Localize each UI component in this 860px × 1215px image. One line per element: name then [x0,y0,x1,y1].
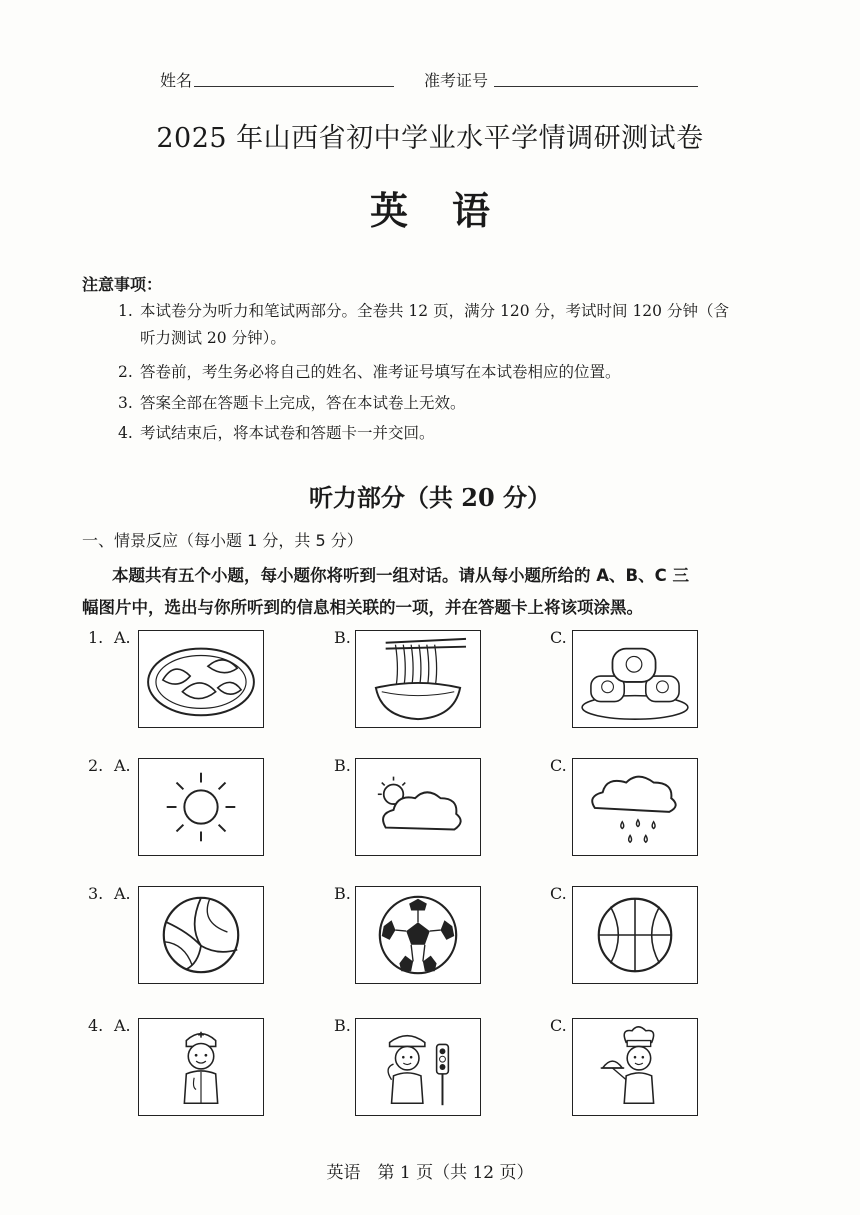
chef-icon [573,1019,697,1115]
option-b-picture[interactable] [355,886,481,984]
question-number: 2. [88,756,104,775]
name-label: 姓名 [160,71,193,90]
option-label: B. [334,884,351,903]
page-footer: 英语 第 1 页（共 12 页） [326,1163,534,1183]
option-label: A. [114,884,131,903]
rain-icon [573,759,697,855]
note-line: 答卷前，考生务必将自己的姓名、准考证号填写在本试卷相应的位置。 [140,363,621,381]
note-number: 1. [118,302,133,320]
note-item [118,390,798,417]
note-line: 听力测试 20 分钟）。 [140,329,286,347]
option-label: B. [334,1016,351,1035]
option-c-picture[interactable] [572,886,698,984]
note-item [118,298,798,352]
dumplings-icon [139,631,263,727]
note-number: 4. [118,424,133,442]
question-number: 4. [88,1016,104,1035]
mooncakes-icon [573,631,697,727]
basketball-icon [573,887,697,983]
note-item [118,359,798,386]
option-label: A. [114,756,131,775]
football-icon [356,887,480,983]
option-label: A. [114,1016,131,1035]
subject-title: 英语 [369,188,534,233]
option-label: C. [550,1016,567,1035]
part-heading: 一、情景反应（每小题 1 分，共 5 分） [82,531,363,550]
partly-cloudy-icon [356,759,480,855]
question-number: 3. [88,884,104,903]
option-a-picture[interactable] [138,630,264,728]
option-a-picture[interactable] [138,886,264,984]
option-a-picture[interactable] [138,1018,264,1116]
option-b-picture[interactable] [355,1018,481,1116]
note-number: 2. [118,363,133,381]
option-label: B. [334,628,351,647]
option-label: C. [550,756,567,775]
section-heading: 听力部分（共 20 分） [308,483,552,512]
note-line: 答案全部在答题卡上完成，答在本试卷上无效。 [140,394,466,412]
note-line: 考试结束后，将本试卷和答题卡一并交回。 [140,424,435,442]
exam-id-label: 准考证号 [424,71,489,90]
exam-title: 2025 年山西省初中学业水平学情调研测试卷 [156,123,704,154]
instruction-line: 幅图片中，选出与你所听到的信息相关联的一项，并在答题卡上将该项涂黑。 [82,598,643,617]
exam-id-blank[interactable] [494,86,698,87]
option-c-picture[interactable] [572,630,698,728]
noodles-icon [356,631,480,727]
option-label: B. [334,756,351,775]
option-b-picture[interactable] [355,758,481,856]
option-label: A. [114,628,131,647]
option-c-picture[interactable] [572,758,698,856]
option-label: C. [550,628,567,647]
option-c-picture[interactable] [572,1018,698,1116]
option-a-picture[interactable] [138,758,264,856]
instruction-line: 本题共有五个小题，每小题你将听到一组对话。请从每小题所给的 A、B、C 三 [112,566,689,585]
police-officer-icon [356,1019,480,1115]
volleyball-icon [139,887,263,983]
note-line: 本试卷分为听力和笔试两部分。全卷共 12 页，满分 120 分，考试时间 120 分钟（含 [140,302,729,320]
option-b-picture[interactable] [355,630,481,728]
doctor-icon [139,1019,263,1115]
notes-heading: 注意事项： [82,275,163,294]
question-number: 1. [88,628,104,647]
sun-icon [139,759,263,855]
note-item [118,420,798,447]
name-blank[interactable] [194,86,394,87]
option-label: C. [550,884,567,903]
note-number: 3. [118,394,133,412]
